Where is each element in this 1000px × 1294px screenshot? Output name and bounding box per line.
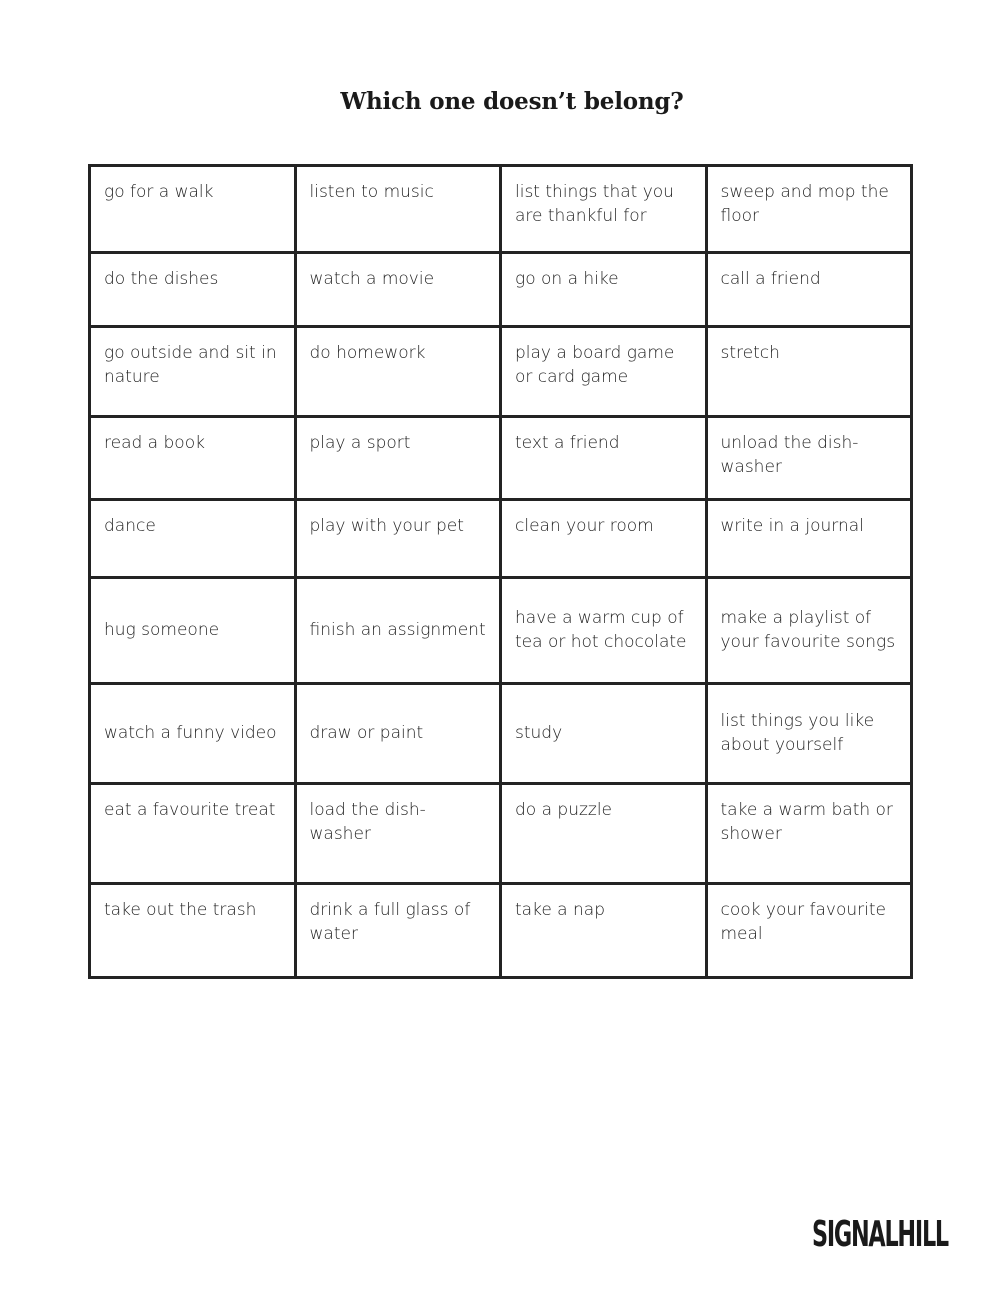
- grid-cell: [90, 500, 296, 578]
- cell-text: watch a movie: [309, 269, 435, 289]
- cell-text: dance: [104, 516, 156, 536]
- cell-text: take a warm bath or shower: [720, 800, 893, 844]
- cell-text: make a playlist of your favourite songs: [720, 608, 896, 652]
- cell-text: do a puzzle: [515, 800, 613, 820]
- cell-text: call a friend: [720, 269, 821, 289]
- cell-text: list things you like about yourself: [720, 711, 875, 755]
- page-title: Which one doesn’t belong?: [340, 88, 684, 115]
- cell-text: drink a full glass of water: [309, 900, 471, 944]
- activity-grid: [88, 164, 913, 979]
- cell-text: do homework: [309, 343, 426, 363]
- grid-cell: [295, 417, 501, 500]
- cell-text: watch a funny video: [104, 722, 277, 743]
- grid-cell: [90, 417, 296, 500]
- grid-cell: [501, 253, 707, 327]
- grid-cell: [90, 166, 296, 253]
- grid-cell: [706, 578, 912, 684]
- grid-cell: [501, 784, 707, 884]
- cell-text: stretch: [720, 343, 780, 363]
- grid-row: [90, 684, 912, 784]
- grid-cell: [295, 500, 501, 578]
- brand-logo: SIGNALHILL: [812, 1214, 948, 1255]
- grid-cell: [706, 327, 912, 417]
- grid-cell: [90, 884, 296, 978]
- grid-row: [90, 578, 912, 684]
- grid-cell: [501, 327, 707, 417]
- cell-text: study: [515, 722, 563, 743]
- cell-text: text a friend: [515, 433, 620, 453]
- grid-cell: [90, 253, 296, 327]
- cell-text: go outside and sit in nature: [104, 343, 277, 387]
- grid-cell: [501, 684, 707, 784]
- cell-text: list things that you are thankful for: [515, 182, 674, 226]
- cell-text: go on a hike: [515, 269, 619, 289]
- grid-cell: [90, 684, 296, 784]
- grid-cell: [706, 684, 912, 784]
- cell-text: take out the trash: [104, 900, 257, 920]
- grid-cell: [90, 327, 296, 417]
- grid-row: [90, 166, 912, 253]
- grid-cell: [501, 884, 707, 978]
- grid-row: [90, 784, 912, 884]
- grid-cell: [501, 500, 707, 578]
- cell-text: finish an assignment: [309, 619, 486, 640]
- cell-text: take a nap: [515, 900, 605, 920]
- grid-cell: [295, 578, 501, 684]
- cell-text: go for a walk: [104, 182, 214, 202]
- cell-text: play a sport: [309, 433, 411, 453]
- grid-row: [90, 417, 912, 500]
- grid-cell: [295, 166, 501, 253]
- grid-cell: [295, 784, 501, 884]
- grid-cell: [706, 884, 912, 978]
- cell-text: hug someone: [104, 619, 220, 640]
- grid-cell: [295, 684, 501, 784]
- cell-text: cook your favourite meal: [720, 900, 887, 944]
- cell-text: eat a favourite treat: [104, 800, 276, 820]
- grid-cell: [295, 884, 501, 978]
- grid-cell: [706, 500, 912, 578]
- grid-cell: [90, 578, 296, 684]
- grid-row: [90, 327, 912, 417]
- cell-text: play a board game or card game: [515, 343, 675, 387]
- grid-cell: [501, 578, 707, 684]
- grid-cell: [295, 327, 501, 417]
- grid-row: [90, 253, 912, 327]
- grid-cell: [501, 417, 707, 500]
- grid-row: [90, 500, 912, 578]
- cell-text: listen to music: [309, 182, 434, 202]
- cell-text: sweep and mop the floor: [720, 182, 889, 226]
- grid-cell: [706, 166, 912, 253]
- grid-cell: [501, 166, 707, 253]
- cell-text: play with your pet: [309, 516, 464, 536]
- cell-text: clean your room: [515, 516, 654, 536]
- grid-row: [90, 884, 912, 978]
- grid-cell: [90, 784, 296, 884]
- cell-text: have a warm cup of tea or hot chocolate: [515, 608, 687, 652]
- cell-text: draw or paint: [309, 722, 424, 743]
- grid-cell: [706, 784, 912, 884]
- cell-text: do the dishes: [104, 269, 219, 289]
- cell-text: load the dish-washer: [309, 800, 426, 844]
- cell-text: read a book: [104, 433, 205, 453]
- cell-text: write in a journal: [720, 516, 864, 536]
- cell-text: unload the dish-washer: [720, 433, 859, 477]
- grid-cell: [706, 253, 912, 327]
- grid-cell: [706, 417, 912, 500]
- grid-cell: [295, 253, 501, 327]
